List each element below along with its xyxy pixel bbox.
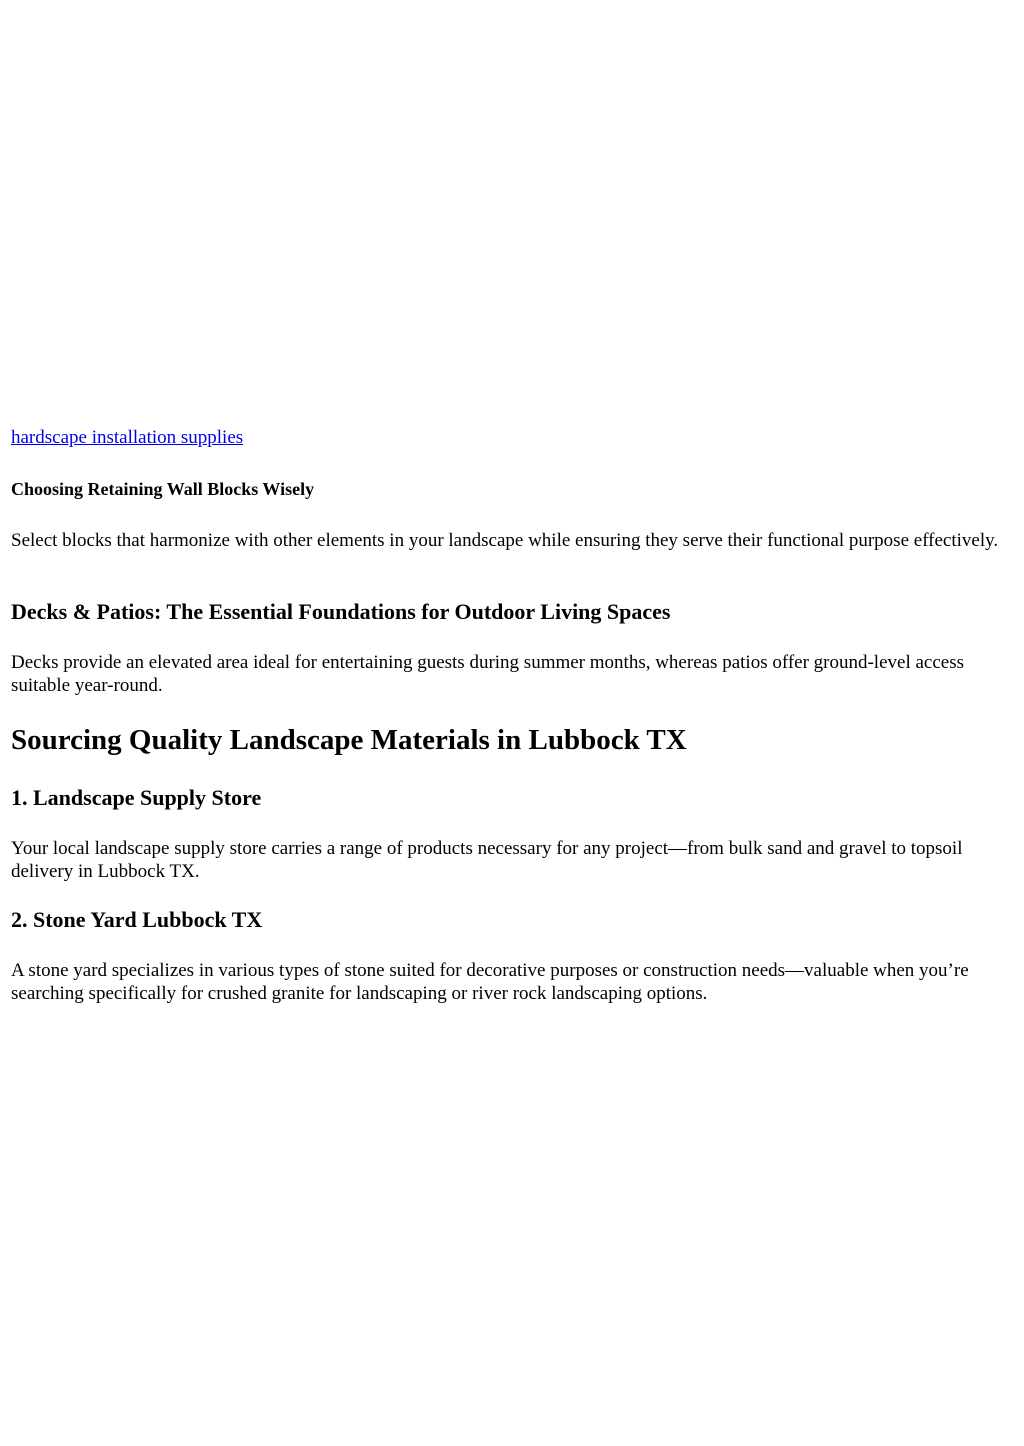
- landscape-supply-store-heading: 1. Landscape Supply Store: [11, 785, 262, 810]
- stone-yard-paragraph: A stone yard specializes in various types of stone suited for decorative purposes or construction needs—valuable when you’re searching specifically for crushed granite for landscaping or river rock landscaping options.: [11, 960, 969, 1004]
- decks-patios-heading: Decks & Patios: The Essential Foundations for Outdoor Living Spaces: [11, 599, 671, 624]
- retaining-wall-paragraph: Select blocks that harmonize with other elements in your landscape while ensuring they serve their functional purpose effectively.: [11, 530, 999, 551]
- landscape-supply-store-paragraph: Your local landscape supply store carries a range of products necessary for any project—from bulk sand and gravel to topsoil delivery in Lubbock TX.: [11, 838, 963, 882]
- hardscape-supplies-link[interactable]: hardscape installation supplies: [11, 427, 244, 448]
- decks-patios-paragraph: Decks provide an elevated area ideal for entertaining guests during summer months, whereas patios offer ground-level access suitable year-round.: [11, 652, 965, 696]
- sourcing-materials-heading: Sourcing Quality Landscape Materials in Lubbock TX: [11, 724, 687, 756]
- stone-yard-heading: 2. Stone Yard Lubbock TX: [11, 907, 263, 932]
- retaining-wall-heading: Choosing Retaining Wall Blocks Wisely: [11, 479, 315, 499]
